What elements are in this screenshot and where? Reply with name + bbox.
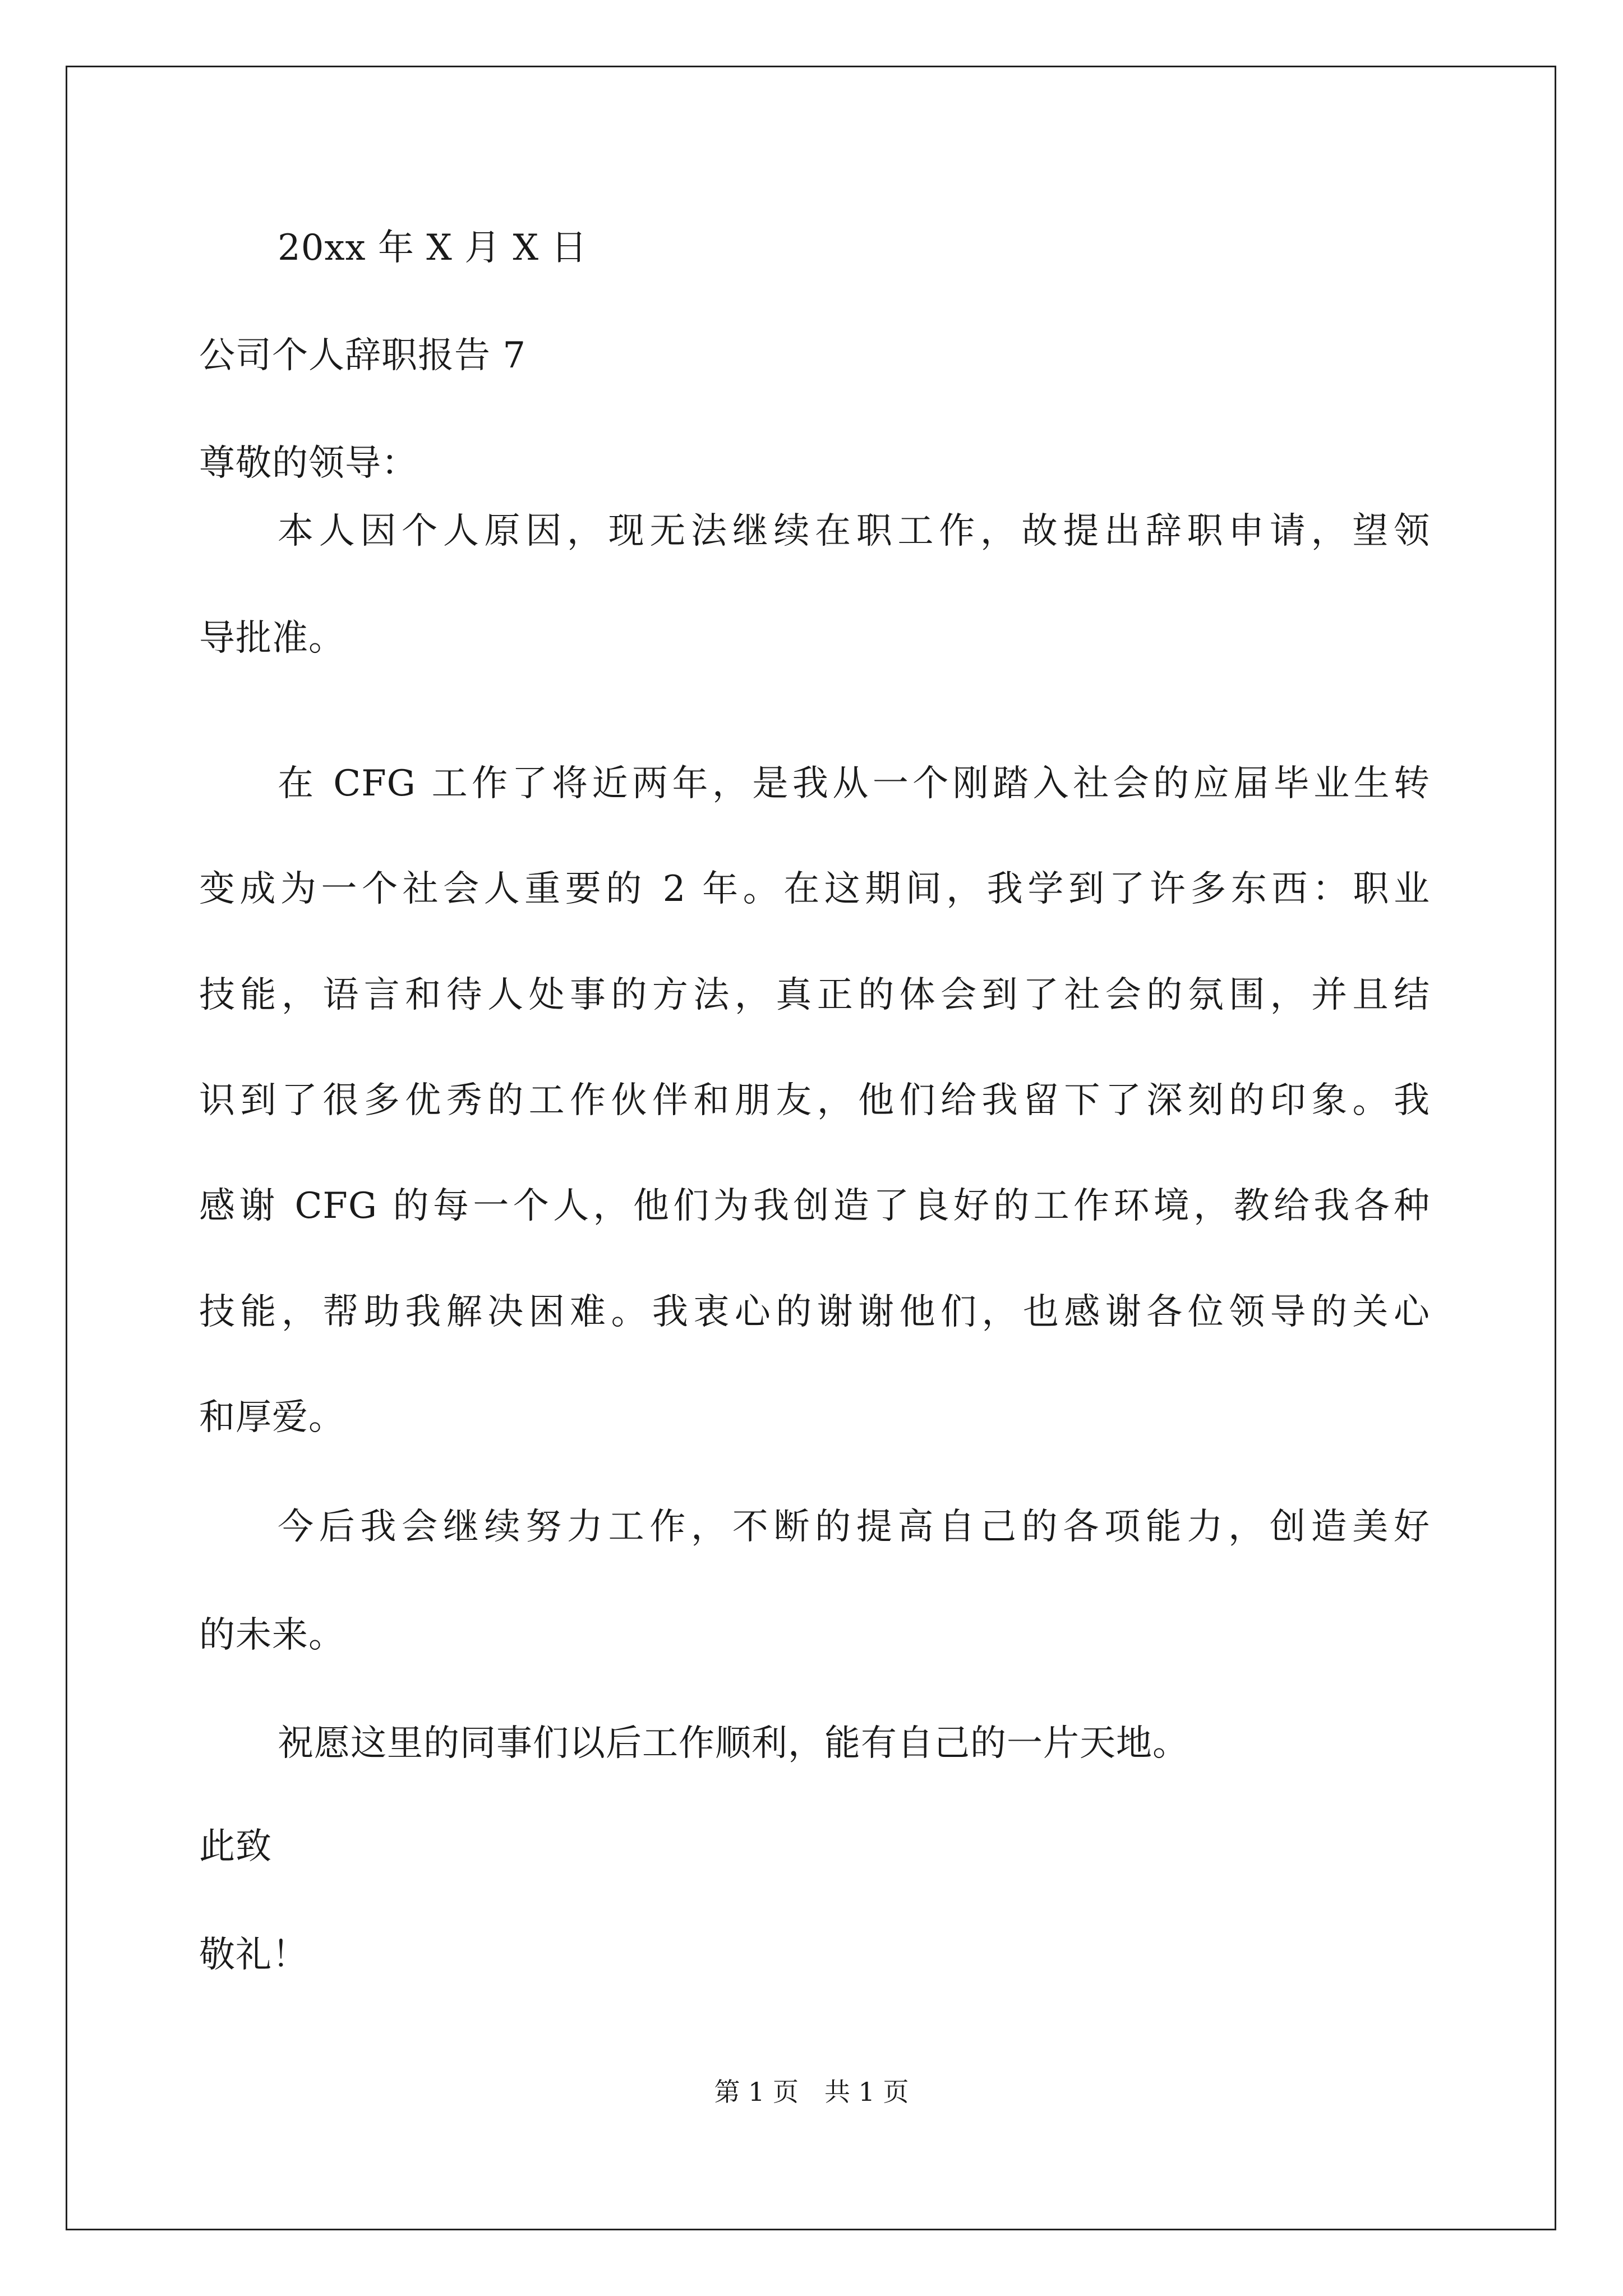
paragraph-2-line-3: 技能，语言和待人处事的方法，真正的体会到了社会的氛围，并且结 <box>199 974 1430 1016</box>
document-title: 公司个人辞职报告 7 <box>199 335 527 376</box>
paragraph-2-line-5: 感谢 CFG 的每一个人，他们为我创造了良好的工作环境，教给我各种 <box>199 1185 1430 1227</box>
page-number: 第 1 页 共 1 页 <box>714 2077 909 2107</box>
paragraph-2-line-1: 在 CFG 工作了将近两年，是我从一个刚踏入社会的应届毕业生转 <box>278 763 1430 804</box>
paragraph-2-line-2: 变成为一个社会人重要的 2 年。在这期间，我学到了许多东西：职业 <box>199 868 1430 910</box>
paragraph-2-line-7: 和厚爱。 <box>199 1397 345 1438</box>
paragraph-1-line-1: 本人因个人原因，现无法继续在职工作，故提出辞职申请，望领 <box>278 510 1430 552</box>
paragraph-2-line-4: 识到了很多优秀的工作伙伴和朋友，他们给我留下了深刻的印象。我 <box>199 1080 1430 1121</box>
salutation: 尊敬的领导： <box>199 443 418 484</box>
paragraph-4-line-1: 祝愿这里的同事们以后工作顺利，能有自己的一片天地。 <box>278 1723 1189 1764</box>
paragraph-3-line-1: 今后我会继续努力工作，不断的提高自己的各项能力，创造美好 <box>278 1506 1430 1548</box>
paragraph-3-line-2: 的未来。 <box>199 1614 345 1656</box>
paragraph-1-line-2: 导批准。 <box>199 618 345 659</box>
closing-jingli: 敬礼！ <box>199 1934 308 1976</box>
page-border <box>66 66 1556 2230</box>
date-line: 20xx 年 X 月 X 日 <box>278 227 588 269</box>
paragraph-2-line-6: 技能，帮助我解决困难。我衷心的谢谢他们，也感谢各位领导的关心 <box>199 1291 1430 1333</box>
closing-cizhi: 此致 <box>199 1826 272 1867</box>
